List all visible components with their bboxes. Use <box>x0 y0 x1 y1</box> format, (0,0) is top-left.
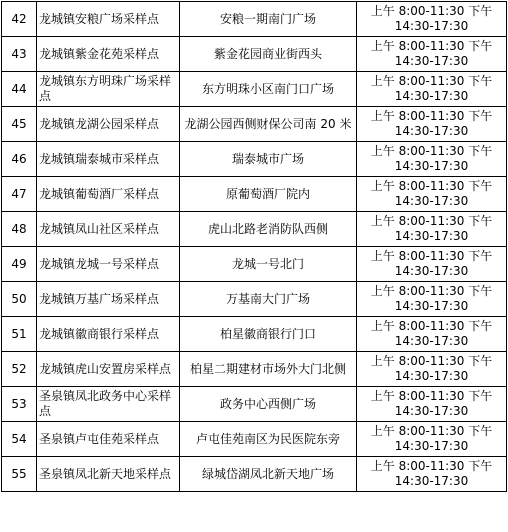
site-address: 柏星二期建材市场外大门北侧 <box>180 352 357 387</box>
opening-hours: 上午 8:00-11:30 下午 14:30-17:30 <box>357 317 507 352</box>
site-address: 万基南大门广场 <box>180 282 357 317</box>
site-address: 柏星徽商银行门口 <box>180 317 357 352</box>
opening-hours: 上午 8:00-11:30 下午 14:30-17:30 <box>357 282 507 317</box>
row-number: 54 <box>2 422 37 457</box>
site-address: 东方明珠小区南门口广场 <box>180 72 357 107</box>
site-name: 圣泉镇凤北政务中心采样点 <box>37 387 180 422</box>
site-name: 龙城镇凤山社区采样点 <box>37 212 180 247</box>
site-name: 龙城镇瑞泰城市采样点 <box>37 142 180 177</box>
table-row <box>2 2 507 37</box>
site-address: 龙城一号北门 <box>180 247 357 282</box>
table-row <box>2 247 507 282</box>
opening-hours: 上午 8:00-11:30 下午 14:30-17:30 <box>357 107 507 142</box>
site-name: 龙城镇龙湖公园采样点 <box>37 107 180 142</box>
opening-hours: 上午 8:00-11:30 下午 14:30-17:30 <box>357 457 507 492</box>
row-number: 53 <box>2 387 37 422</box>
row-number: 46 <box>2 142 37 177</box>
table-row <box>2 317 507 352</box>
row-number: 43 <box>2 37 37 72</box>
site-address: 政务中心西侧广场 <box>180 387 357 422</box>
table-row <box>2 282 507 317</box>
row-number: 55 <box>2 457 37 492</box>
opening-hours: 上午 8:00-11:30 下午 14:30-17:30 <box>357 212 507 247</box>
opening-hours: 上午 8:00-11:30 下午 14:30-17:30 <box>357 422 507 457</box>
table-row <box>2 457 507 492</box>
site-address: 安粮一期南门广场 <box>180 2 357 37</box>
table-row <box>2 422 507 457</box>
row-number: 47 <box>2 177 37 212</box>
table-row <box>2 72 507 107</box>
site-name: 圣泉镇凤北新天地采样点 <box>37 457 180 492</box>
site-address: 瑞泰城市广场 <box>180 142 357 177</box>
opening-hours: 上午 8:00-11:30 下午 14:30-17:30 <box>357 387 507 422</box>
table-row <box>2 212 507 247</box>
row-number: 42 <box>2 2 37 37</box>
row-number: 50 <box>2 282 37 317</box>
site-name: 龙城镇紫金花苑采样点 <box>37 37 180 72</box>
table-row <box>2 387 507 422</box>
sampling-sites-table <box>1 1 507 492</box>
site-name: 龙城镇龙城一号采样点 <box>37 247 180 282</box>
table-row <box>2 142 507 177</box>
opening-hours: 上午 8:00-11:30 下午 14:30-17:30 <box>357 2 507 37</box>
row-number: 49 <box>2 247 37 282</box>
site-name: 龙城镇葡萄酒厂采样点 <box>37 177 180 212</box>
row-number: 51 <box>2 317 37 352</box>
site-address: 卢屯佳苑南区为民医院东旁 <box>180 422 357 457</box>
site-name: 龙城镇万基广场采样点 <box>37 282 180 317</box>
table-row <box>2 37 507 72</box>
opening-hours: 上午 8:00-11:30 下午 14:30-17:30 <box>357 352 507 387</box>
site-name: 龙城镇东方明珠广场采样点 <box>37 72 180 107</box>
table-row <box>2 177 507 212</box>
opening-hours: 上午 8:00-11:30 下午 14:30-17:30 <box>357 142 507 177</box>
opening-hours: 上午 8:00-11:30 下午 14:30-17:30 <box>357 72 507 107</box>
opening-hours: 上午 8:00-11:30 下午 14:30-17:30 <box>357 37 507 72</box>
row-number: 44 <box>2 72 37 107</box>
site-name: 龙城镇安粮广场采样点 <box>37 2 180 37</box>
site-name: 圣泉镇卢屯佳苑采样点 <box>37 422 180 457</box>
opening-hours: 上午 8:00-11:30 下午 14:30-17:30 <box>357 177 507 212</box>
site-address: 龙湖公园西侧财保公司南 20 米 <box>180 107 357 142</box>
table-body <box>2 2 507 492</box>
row-number: 52 <box>2 352 37 387</box>
table-row <box>2 352 507 387</box>
site-address: 虎山北路老消防队西侧 <box>180 212 357 247</box>
site-name: 龙城镇虎山安置房采样点 <box>37 352 180 387</box>
opening-hours: 上午 8:00-11:30 下午 14:30-17:30 <box>357 247 507 282</box>
site-name: 龙城镇徽商银行采样点 <box>37 317 180 352</box>
row-number: 48 <box>2 212 37 247</box>
row-number: 45 <box>2 107 37 142</box>
site-address: 紫金花园商业街西头 <box>180 37 357 72</box>
site-address: 绿城岱湖凤北新天地广场 <box>180 457 357 492</box>
table-row <box>2 107 507 142</box>
site-address: 原葡萄酒厂院内 <box>180 177 357 212</box>
